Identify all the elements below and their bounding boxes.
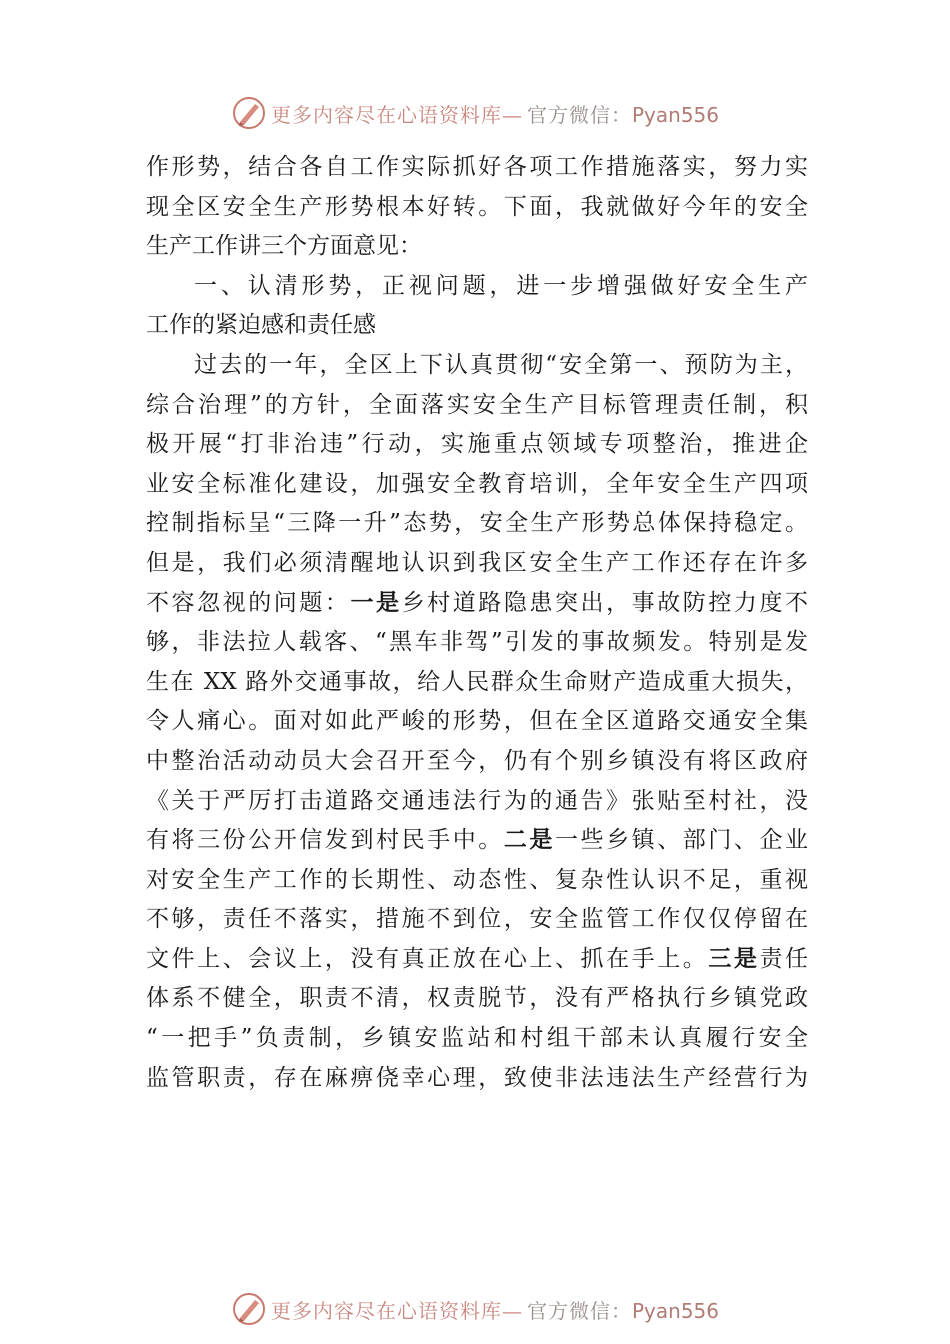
watermark-text xyxy=(271,99,719,128)
text-line: 作形势，结合各自工作实际抓好各项工作措施落实，努力实 xyxy=(146,154,808,180)
watermark-wechat-label: 官方微信： xyxy=(526,1298,632,1323)
text-line: 但是，我们必须清醒地认识到我区安全生产工作还存在许多 xyxy=(146,549,808,576)
text-line: 工作的紧迫感和责任感 xyxy=(146,312,376,339)
watermark-top xyxy=(0,93,950,133)
bold-lead: 二是 xyxy=(503,827,555,854)
watermark-wechat-id: Pyan556 xyxy=(631,1298,719,1323)
text-line: 中整治活动动员大会召开至今，仍有个别乡镇没有将区政府 xyxy=(146,747,808,774)
watermark-site: 更多内容尽在心语资料库— xyxy=(270,1298,523,1323)
watermark-text xyxy=(271,1295,719,1324)
text-line: 现全区安全生产形势根本好转。下面，我就做好今年的安全 xyxy=(146,193,808,220)
text-segment: 责任 xyxy=(759,945,809,972)
text-line: 业安全标准化建设，加强安全教育培训，全年安全生产四项 xyxy=(146,470,808,497)
text-line: 生产工作讲三个方面意见： xyxy=(146,233,422,260)
text-segment: 一些乡镇、部门、企业 xyxy=(554,827,809,854)
text-segment: 有将三份公开信发到村民手中。 xyxy=(146,827,504,854)
text-line: 够，非法拉人载客、“黑车非驾”引发的事故频发。特别是发 xyxy=(146,629,808,656)
text-line: 体系不健全，职责不清，权责脱节，没有严格执行乡镇党政 xyxy=(146,985,808,1012)
text-line: 监管职责，存在麻痹侥幸心理，致使非法违法生产经营行为 xyxy=(146,1064,808,1091)
watermark-bottom xyxy=(0,1289,950,1329)
bold-lead: 一是 xyxy=(350,589,402,616)
text-line xyxy=(146,940,808,980)
text-line xyxy=(146,584,808,624)
bold-lead: 三是 xyxy=(708,945,760,972)
text-line: 令人痛心。面对如此严峻的形势，但在全区道路交通安全集 xyxy=(146,708,808,735)
text-segment: 不容忽视的问题： xyxy=(146,589,351,616)
text-line: 控制指标呈“三降一升”态势，安全生产形势总体保持稳定。 xyxy=(146,510,808,537)
text-line xyxy=(146,821,808,861)
text-line: 《关于严厉打击道路交通违法行为的通告》张贴至村社，没 xyxy=(146,787,808,814)
text-line: 不够，责任不落实，措施不到位，安全监管工作仅仅停留在 xyxy=(146,906,808,933)
text-line: 极开展“打非治违”行动，实施重点领域专项整治，推进企 xyxy=(146,431,808,458)
text-line: 一、认清形势，正视问题，进一步增强做好安全生产 xyxy=(194,272,808,299)
watermark-site: 更多内容尽在心语资料库— xyxy=(270,102,523,127)
pen-logo-icon xyxy=(231,1291,267,1327)
document-body xyxy=(146,148,808,1098)
watermark-wechat-label: 官方微信： xyxy=(526,102,632,127)
text-line: 综合治理”的方针，全面落实安全生产目标管理责任制，积 xyxy=(146,391,808,418)
text-segment: 乡村道路隐患突出，事故防控力度不 xyxy=(401,589,809,616)
text-line: 对安全生产工作的长期性、动态性、复杂性认识不足，重视 xyxy=(146,866,808,893)
watermark-wechat-id: Pyan556 xyxy=(631,102,719,127)
text-segment: 文件上、会议上，没有真正放在心上、抓在手上。 xyxy=(146,945,709,972)
text-line: “一把手”负责制，乡镇安监站和村组干部未认真履行安全 xyxy=(146,1025,808,1052)
text-line: 生在 XX 路外交通事故，给人民群众生命财产造成重大损失， xyxy=(146,668,808,695)
pen-logo-icon xyxy=(231,95,267,131)
text-line: 过去的一年，全区上下认真贯彻“安全第一、预防为主， xyxy=(194,351,808,378)
